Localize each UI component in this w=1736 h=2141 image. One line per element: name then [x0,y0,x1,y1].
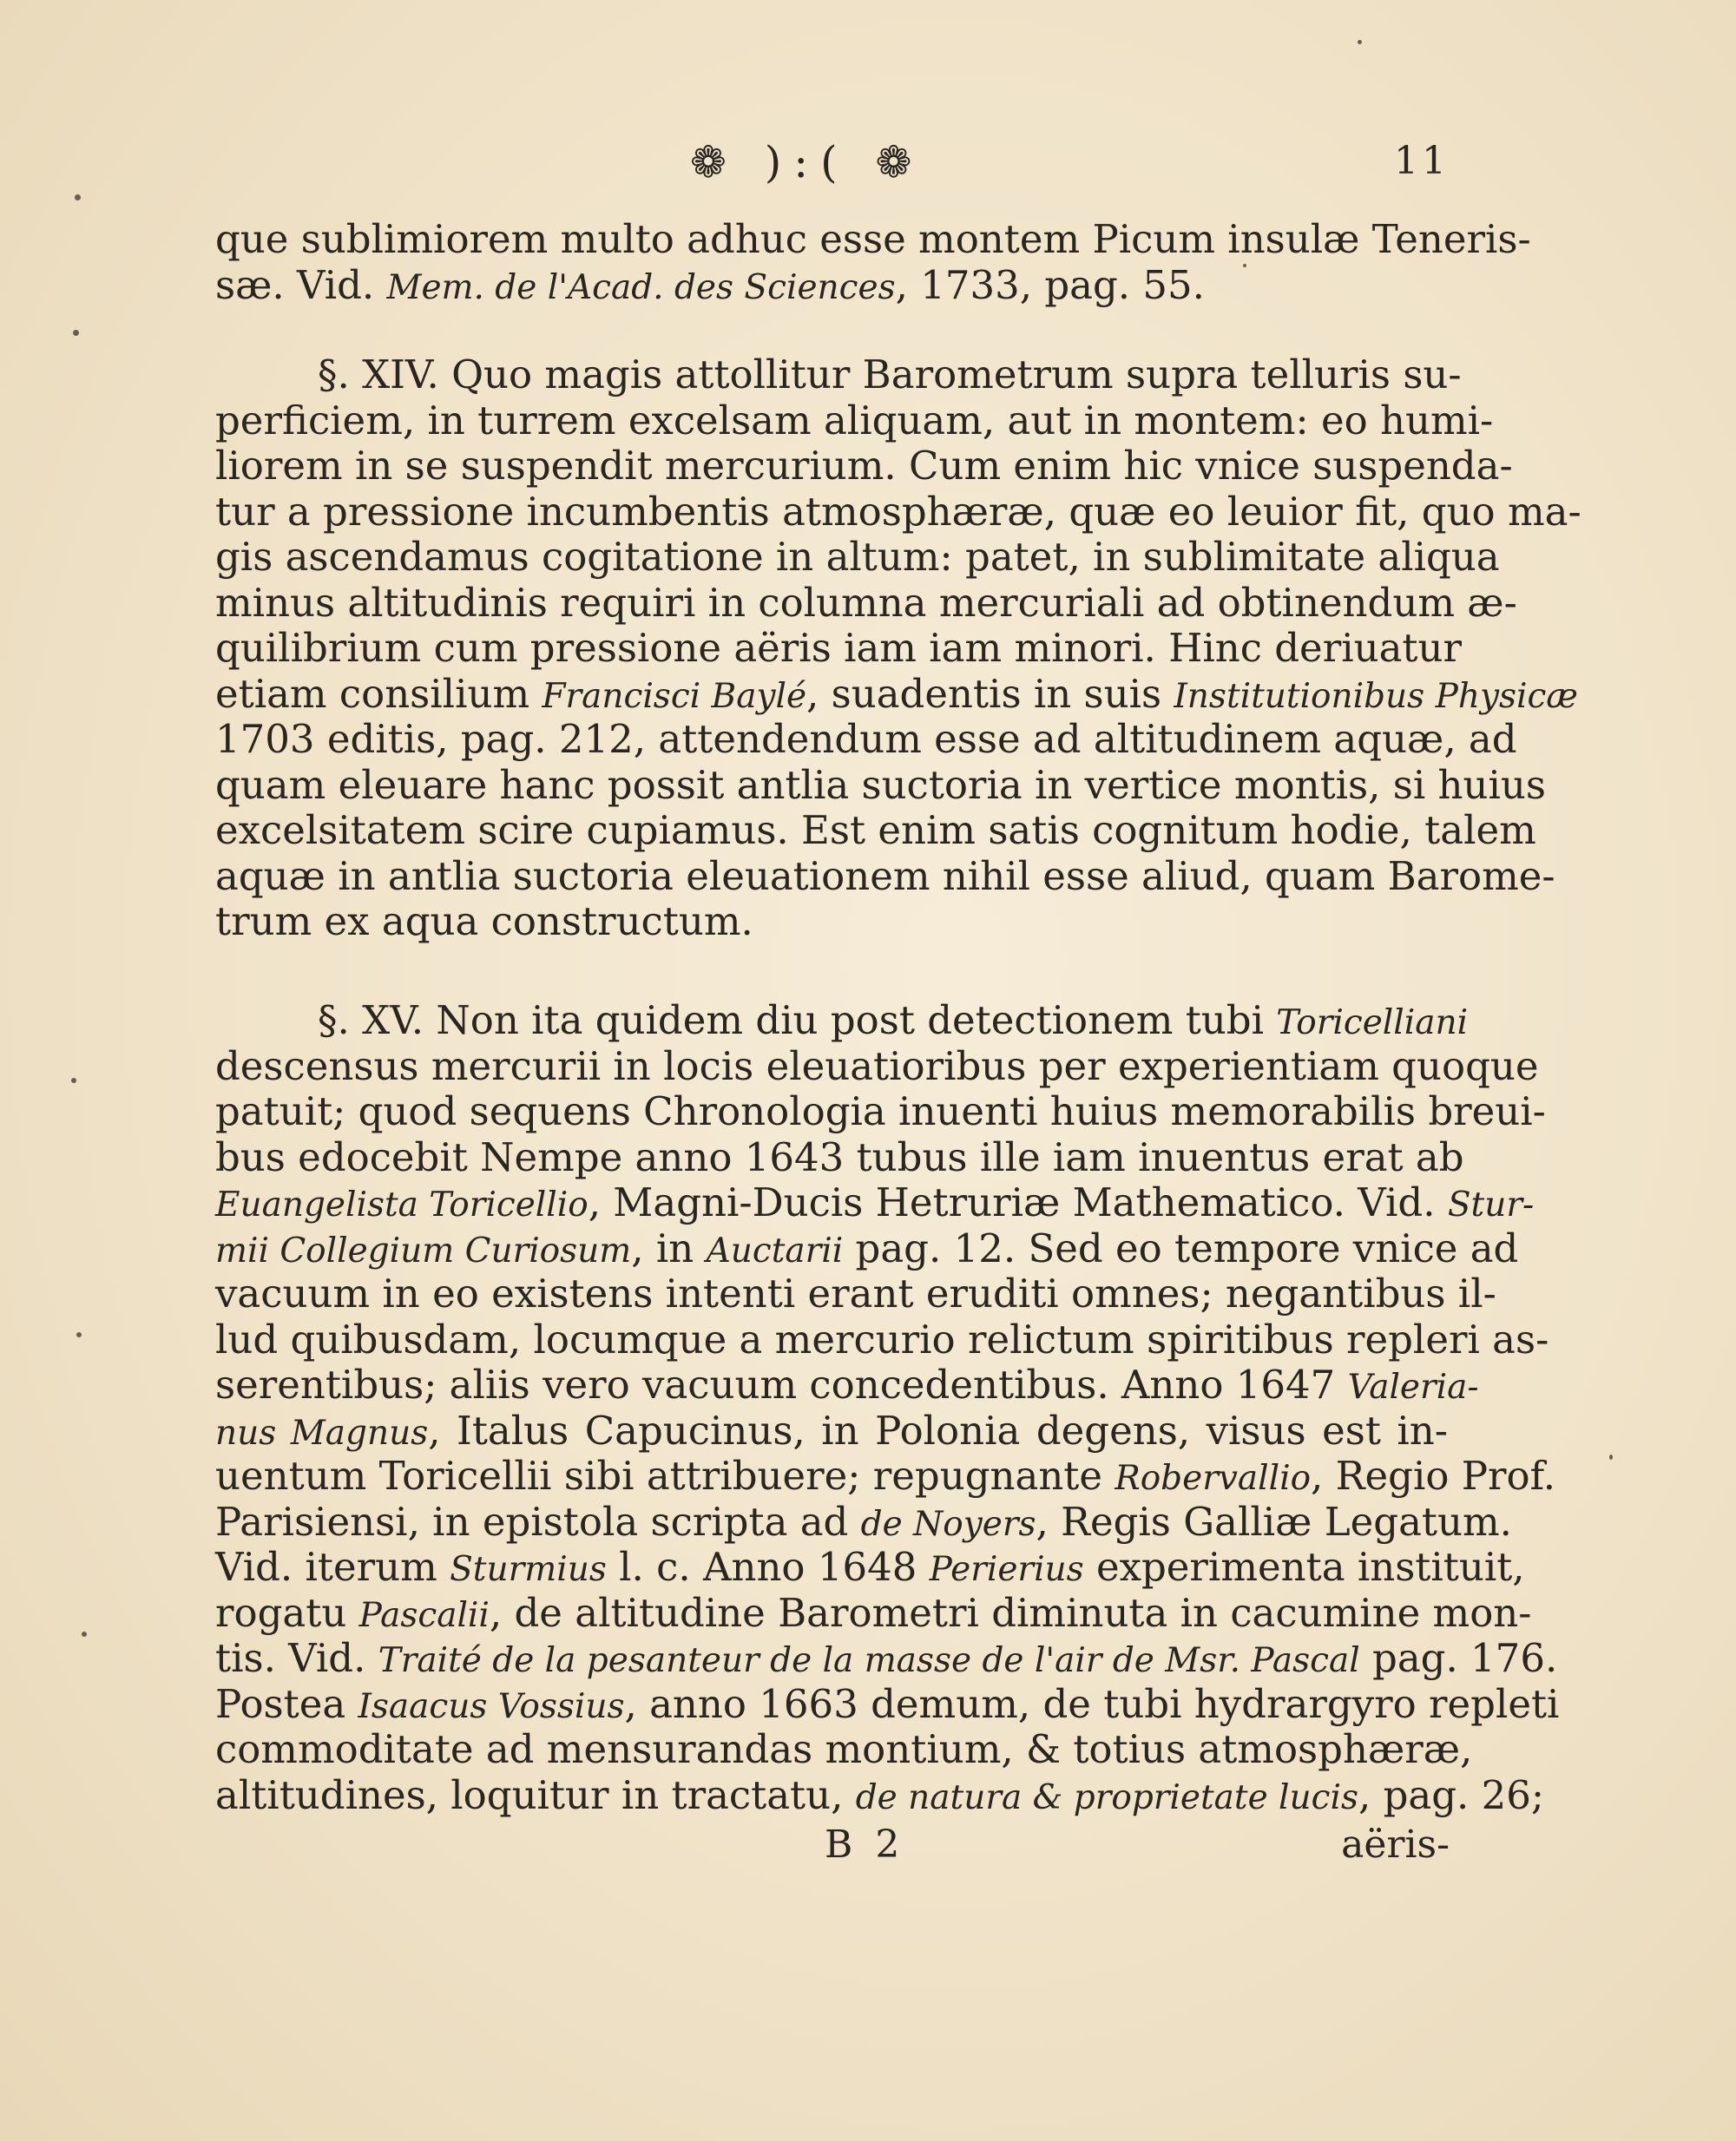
italic-title: Auctarii [706,1231,844,1271]
paper-speck [73,330,79,336]
text-run: rogatu [215,1589,359,1636]
text-line [215,1409,1448,1455]
text-line [215,1498,1512,1546]
text-line: 1703 editis, pag. 212, attendendum esse ad altitudinem aquæ, ad [215,716,1517,762]
text-line: quilibrium cum pressione aëris iam iam minori. Hinc deriuatur [215,625,1462,671]
italic-citation: Mem. de l'Acad. des Sciences [386,267,896,307]
text-run: , de altitudine Barometri diminuta in cacumine mon- [489,1589,1532,1636]
text-run: altitudines, loquitur in tractatu, [215,1771,856,1818]
italic-name: de Noyers [860,1504,1036,1544]
text-line: vacuum in eo existens intenti erant eruditi omnes; negantibus il- [215,1271,1496,1317]
text-line: descensus mercurii in locis eleuatioribus per experientiam quoque [215,1042,1539,1089]
paper-speck [76,1332,82,1337]
paper-speck [82,1632,87,1637]
text-run: serentibus; aliis vero vacuum concedentibus. Anno 1647 [215,1362,1348,1408]
text-run: , Magni-Ducis Hetruriæ Mathematico. Vid. [588,1179,1448,1225]
running-head [0,137,1736,189]
text-line [215,1362,1479,1409]
text-run: Parisiensi, in epistola scripta ad [215,1498,861,1545]
text-line [215,1771,1545,1819]
italic-name: Isaacus Vossius [358,1686,625,1726]
text-line [215,1544,1525,1591]
text-line: gis ascendamus cogitatione in altum: patet, in sublimitate aliqua [215,534,1500,580]
italic-title: Institutionibus Physicæ [1174,676,1578,716]
text-run: etiam consilium [215,670,542,717]
italic-name: Francisci Baylé [542,676,807,716]
text-line [215,1453,1555,1500]
text-line: tur a pressione incumbentis atmosphæræ, quæ eo leuior fit, quo ma- [215,488,1581,535]
text-run: pag. 12. Sed eo tempore vnice ad [843,1225,1519,1271]
paper-speck [75,194,81,200]
text-run: pag. 176. [1359,1635,1558,1681]
text-line: commoditate ad mensurandas montium, & totius atmosphæræ, [215,1726,1473,1772]
text-line: bus edocebit Nempe anno 1643 tubus ille iam inuentus erat ab [215,1133,1464,1180]
text-line [215,1179,1535,1226]
text-run: , Regio Prof. [1311,1453,1555,1499]
text-line: minus altitudinis requiri in columna mercuriali ad obtinendum æ- [215,579,1517,626]
italic-title: de natura & proprietate lucis [855,1777,1358,1817]
italic-name: Perierius [929,1550,1084,1589]
text-line: aquæ in antlia suctoria eleuationem nihil esse aliud, quam Barome- [215,852,1555,899]
text-run: §. XV. Non ita quidem diu post detectionem tubi [318,997,1277,1043]
page-footer [0,1822,1736,1875]
italic-name: Sturmius [450,1550,607,1589]
section-xv [215,997,1560,1818]
paper-speck [71,1078,76,1083]
intro-paragraph [215,216,1531,308]
section-xiv [215,351,1581,945]
text-run: Postea [215,1680,358,1727]
paper-speck [1358,40,1362,44]
page-number: 11 [1394,139,1450,183]
text-run: Vid. iterum [215,1544,450,1590]
text-run: l. c. Anno 1648 [606,1544,930,1590]
text-run: , Italus Capucinus, in Polonia degens, visus est in- [428,1407,1448,1454]
italic-name: Robervallio [1115,1459,1312,1498]
text-run: , Regis Galliæ Legatum. [1036,1498,1512,1545]
text-run: uentum Toricellii sibi attribuere; repugnante [215,1453,1115,1499]
italic-name: Valeria- [1347,1368,1479,1407]
head-ornament: ❁ ):( ❁ [690,137,924,187]
text-line: liorem in se suspendit mercurium. Cum enim hic vnice suspenda- [215,443,1513,489]
italic-name: Pascalii [358,1595,490,1635]
text-run: , suadentis in suis [806,670,1174,717]
catchword: aëris- [1341,1822,1450,1867]
paper-speck [1609,1455,1613,1460]
text-line: lud quibusdam, locumque a mercurio relictum spiritibus repleri as- [215,1316,1549,1363]
text-line: excelsitatem scire cupiamus. Est enim satis cognitum hodie, talem [215,807,1536,853]
text-run: experimenta instituit, [1083,1544,1525,1590]
text-line: patuit; quod sequens Chronologia inuenti huius memorabilis breui- [215,1088,1546,1134]
text-line: §. XIV. Quo magis attollitur Barometrum supra telluris su- [318,351,1462,397]
text-line: que sublimiorem multo adhuc esse montem Picum insulæ Teneris- [215,216,1531,262]
signature-mark: B 2 [825,1822,905,1867]
text-line [215,263,1448,309]
text-line [215,670,1578,718]
text-run: , in [631,1225,707,1271]
text-run: , 1733, pag. 55. [895,261,1205,308]
text-run: , anno 1663 demum, de tubi hydrargyro repleti [624,1680,1560,1727]
italic-name: Stur- [1447,1185,1535,1225]
text-line [215,1635,1558,1682]
text-line: quam eleuare hanc possit antlia suctoria in vertice montis, si huius [215,761,1546,808]
italic-name: Euangelista Toricellio [215,1185,589,1225]
italic-title: mii Collegium Curiosum [215,1231,632,1271]
text-line: perficiem, in turrem excelsam aliquam, aut in montem: eo humi- [215,397,1494,443]
text-line [215,1680,1560,1728]
text-line: trum ex aqua constructum. [215,898,753,944]
text-run: , pag. 26; [1358,1771,1545,1818]
italic-name: Toricelliani [1276,1003,1469,1042]
text-line [215,997,1469,1044]
text-run: sæ. Vid. [215,261,387,308]
italic-name: nus Magnus [215,1413,429,1453]
text-run: tis. Vid. [215,1635,378,1681]
text-line [215,1589,1532,1637]
italic-title: Traité de la pesanteur de la masse de l'air de Msr. Pascal [378,1641,1360,1680]
text-line [215,1225,1519,1272]
